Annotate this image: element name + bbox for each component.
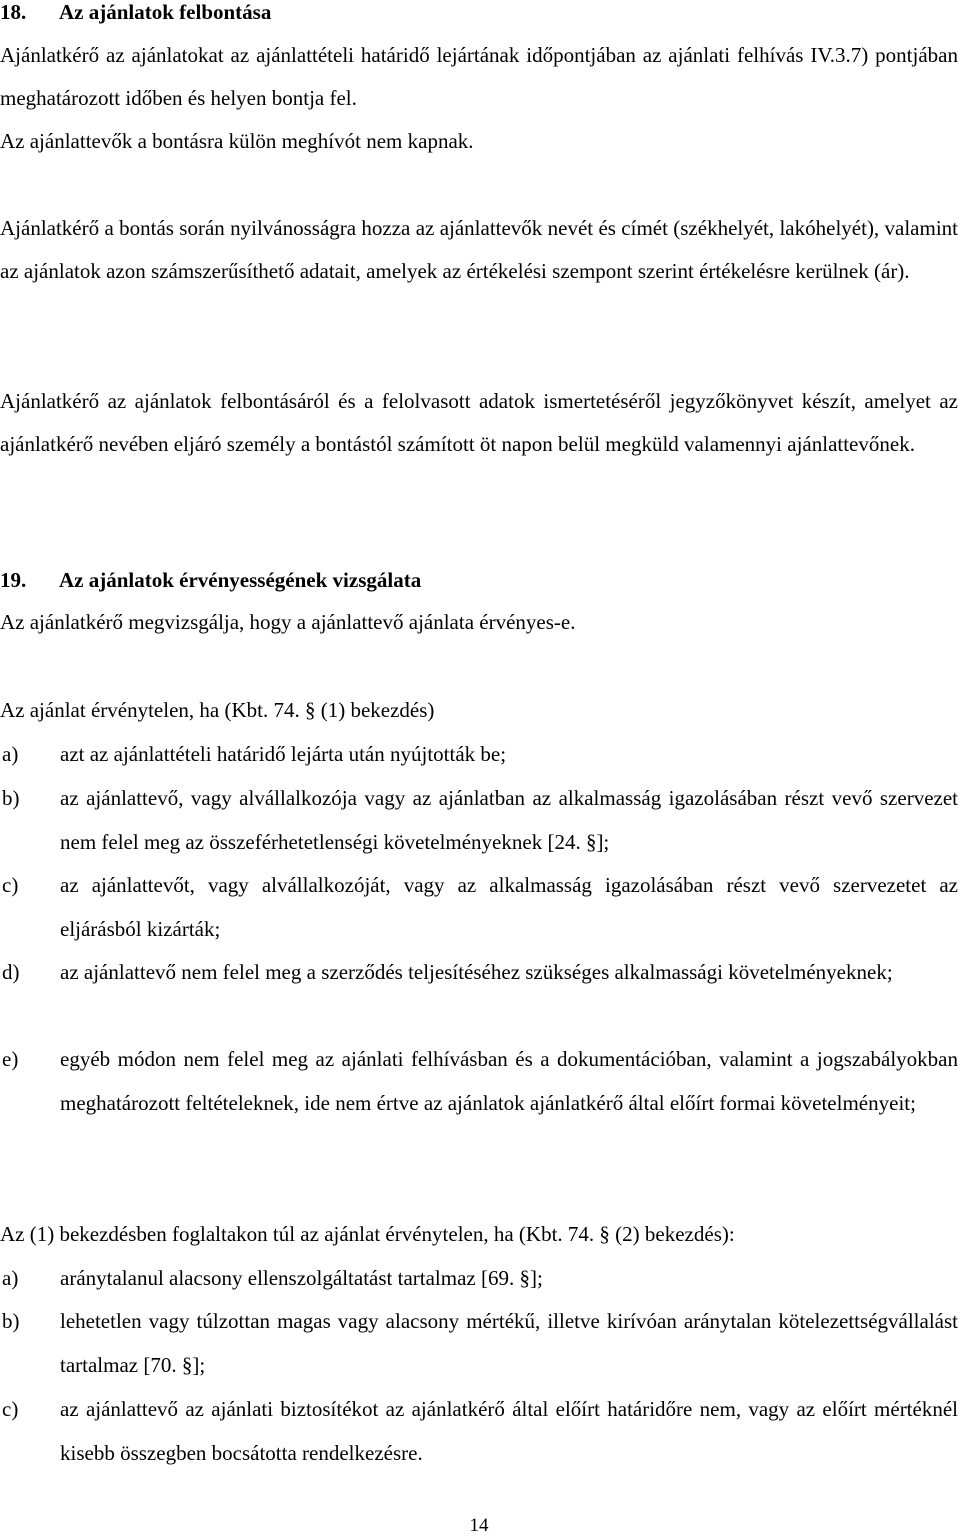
section-19-intro-1: Az ajánlat érvénytelen, ha (Kbt. 74. § (1) bekezdés) bbox=[0, 698, 435, 722]
list-item-text: egyéb módon nem felel meg az ajánlati felhívásban és a dokumentációban, valamint a jogszabályokban meghatározott feltételeknek, ide nem értve az ajánlatok ajánlatkérő által előírt formai követelményeit; bbox=[60, 1047, 958, 1115]
list-item bbox=[0, 1037, 958, 1125]
list-item bbox=[0, 776, 958, 864]
section-title: Az ajánlatok érvényességének vizsgálata bbox=[59, 568, 422, 592]
list-item-text: aránytalanul alacsony ellenszolgáltatást tartalmaz [69. §]; bbox=[60, 1266, 543, 1290]
list-item bbox=[0, 1256, 958, 1300]
list-item-label: a) bbox=[2, 742, 19, 766]
page-number: 14 bbox=[469, 1515, 489, 1536]
list-item bbox=[0, 732, 958, 776]
section-18-paragraph-1: Ajánlatkérő az ajánlatokat az ajánlattételi határidő lejártának időpontjában az ajánlati felhívás IV.3.7) pontjában meghatározott időben és helyen bontja fel. bbox=[0, 43, 958, 110]
list-item-text: az ajánlattevőt, vagy alvállalkozóját, vagy az alkalmasság igazolásában részt vevő szervezetet az eljárásból kizárták; bbox=[60, 873, 958, 941]
list-item-label: b) bbox=[2, 1309, 20, 1333]
section-18-paragraph-1b: Az ajánlattevők a bontásra külön meghívót nem kapnak. bbox=[0, 129, 474, 153]
list-item-label: d) bbox=[2, 960, 20, 984]
list-item-label: a) bbox=[2, 1266, 19, 1290]
list-item-label: b) bbox=[2, 786, 20, 810]
section-19-intro-2: Az (1) bekezdésben foglaltakon túl az ajánlat érvénytelen, ha (Kbt. 74. § (2) bekezdés): bbox=[0, 1222, 735, 1246]
section-18-paragraph-3: Ajánlatkérő az ajánlatok felbontásáról és a felolvasott adatok ismertetéséről jegyzőkönyvet készít, amelyet az ajánlatkérő nevében eljáró személy a bontástól számított öt napon belül megküld valamennyi ajánlattevőnek. bbox=[0, 389, 958, 456]
list-item-label: c) bbox=[2, 873, 19, 897]
list-item-text: azt az ajánlattételi határidő lejárta után nyújtották be; bbox=[60, 742, 507, 766]
section-19-paragraph-1: Az ajánlatkérő megvizsgálja, hogy a ajánlattevő ajánlata érvényes-e. bbox=[0, 610, 576, 634]
list-item bbox=[0, 1387, 958, 1475]
list-item-label: c) bbox=[2, 1397, 19, 1421]
list-item-text: az ajánlattevő, vagy alvállalkozója vagy az ajánlatban az alkalmasság igazolásában részt vevő szervezet nem felel meg az összeférhetetlenségi követelményeknek [24. §]; bbox=[60, 786, 958, 854]
list-item-text: az ajánlattevő nem felel meg a szerződés teljesítéséhez szükséges alkalmassági követelményeknek; bbox=[60, 960, 893, 984]
list-item bbox=[0, 863, 958, 951]
section-18-paragraph-2: Ajánlatkérő a bontás során nyilvánosságra hozza az ajánlattevők nevét és címét (székhelyét, lakóhelyét), valamint az ajánlatok azon számszerűsíthető adatait, amelyek az értékelési szempont szerint értékelésre kerülnek (ár). bbox=[0, 216, 958, 283]
section-18-heading bbox=[0, 0, 958, 24]
section-19-heading bbox=[0, 568, 958, 592]
list-item bbox=[0, 950, 958, 994]
list-item-text: az ajánlattevő az ajánlati biztosítékot az ajánlatkérő által előírt határidőre nem, vagy az előírt mértéknél kisebb összegben bocsátotta rendelkezésre. bbox=[60, 1397, 958, 1465]
section-number: 18. bbox=[0, 0, 27, 24]
section-title: Az ajánlatok felbontása bbox=[59, 0, 272, 24]
section-number: 19. bbox=[0, 568, 27, 592]
list-item bbox=[0, 1299, 958, 1387]
list-item-label: e) bbox=[2, 1047, 19, 1071]
list-item-text: lehetetlen vagy túlzottan magas vagy alacsony mértékű, illetve kirívóan aránytalan kötelezettségvállalást tartalmaz [70. §]; bbox=[60, 1309, 958, 1377]
